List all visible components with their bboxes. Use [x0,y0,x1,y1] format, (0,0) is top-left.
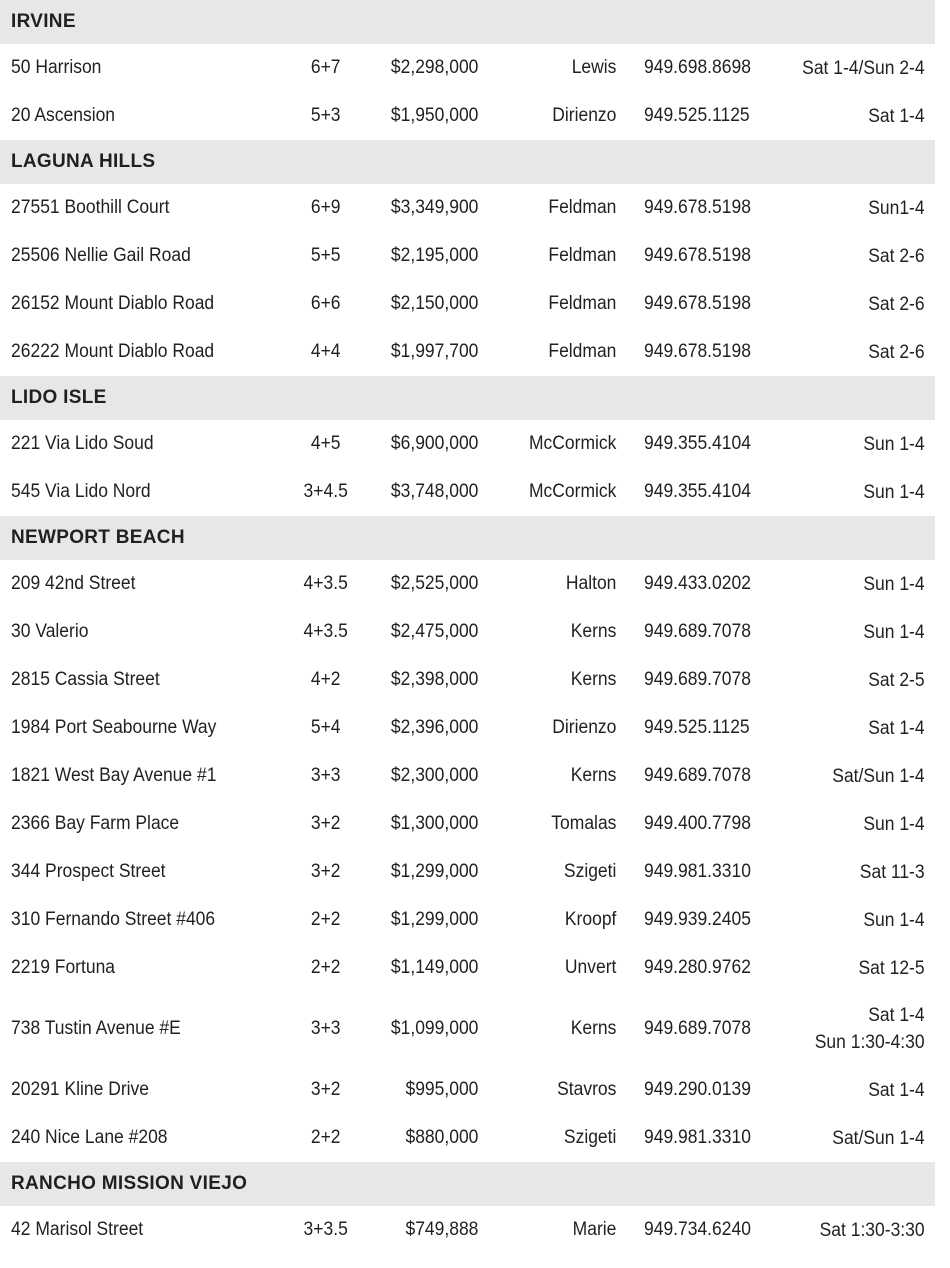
listing-agent: Dirienzo [552,717,617,738]
listing-phone: 949.698.8698 [644,57,751,78]
listing-agent: Marie [572,1219,617,1240]
listing-agent: Kerns [570,765,617,786]
listing-beds-baths: 4+4 [310,341,341,362]
listing-address: 240 Nice Lane #208 [11,1127,168,1148]
listing-address: 50 Harrison [11,57,102,78]
hours-line: Sat 2-5 [868,669,925,691]
listing-open-house-hours [863,800,924,848]
listing-phone: 949.355.4104 [644,433,751,454]
listing-beds-baths: 3+3 [310,1018,341,1039]
listing-agent: Unvert [564,957,617,978]
listing-phone: 949.678.5198 [644,245,751,266]
listing-row [0,992,935,1066]
hours-line: Sat/Sun 1-4 [832,1127,925,1149]
hours-line: Sat 2-6 [868,245,925,267]
listing-beds-baths: 3+2 [310,861,341,882]
listing-beds-baths: 2+2 [310,909,341,930]
listing-phone: 949.678.5198 [644,197,751,218]
listing-price: $880,000 [405,1127,479,1148]
listing-beds-baths: 3+4.5 [303,481,348,502]
hours-line: Sun 1-4 [863,621,925,643]
listing-row [0,280,935,328]
listing-row [0,752,935,800]
listing-open-house-hours [863,608,924,656]
listing-price: $2,398,000 [390,669,479,690]
hours-line: Sun 1-4 [863,433,925,455]
listing-price: $6,900,000 [390,433,479,454]
listing-phone: 949.525.1125 [644,717,750,738]
listing-price: $749,888 [405,1219,479,1240]
listing-beds-baths: 6+9 [310,197,341,218]
listing-address: 30 Valerio [11,621,89,642]
listing-phone: 949.689.7078 [644,765,751,786]
listing-beds-baths: 4+2 [310,669,341,690]
listing-phone: 949.734.6240 [644,1219,751,1240]
listing-beds-baths: 5+5 [310,245,341,266]
listing-price: $2,475,000 [390,621,479,642]
listing-agent: Tomalas [551,813,617,834]
listing-phone: 949.981.3310 [644,1127,751,1148]
hours-line: Sun1-4 [868,197,925,219]
listing-address: 27551 Boothill Court [11,197,170,218]
listing-address: 2815 Cassia Street [11,669,160,690]
listing-agent: Lewis [571,57,617,78]
listing-phone: 949.290.0139 [644,1079,751,1100]
listing-agent: Kroopf [564,909,617,930]
listing-row [0,420,935,468]
listing-address: 26222 Mount Diablo Road [11,341,215,362]
hours-line: Sat 1-4 [868,717,925,739]
hours-line: Sat 2-6 [868,341,925,363]
listing-row [0,1114,935,1162]
listing-agent: Feldman [548,245,617,266]
listing-beds-baths: 6+7 [310,57,341,78]
listing-address: 221 Via Lido Soud [11,433,154,454]
listing-price: $2,195,000 [390,245,479,266]
listing-open-house-hours [868,92,924,140]
listing-open-house-hours [868,280,924,328]
listing-price: $995,000 [405,1079,479,1100]
listing-open-house-hours [859,944,925,992]
listing-address: 310 Fernando Street #406 [11,909,216,930]
listing-address: 209 42nd Street [11,573,136,594]
listing-open-house-hours [868,184,924,232]
listing-phone: 949.678.5198 [644,341,751,362]
listing-price: $1,300,000 [390,813,479,834]
listing-address: 25506 Nellie Gail Road [11,245,191,266]
listing-agent: McCormick [529,481,617,502]
listing-phone: 949.280.9762 [644,957,751,978]
hours-line: Sun 1-4 [863,573,925,595]
hours-line: Sat 1-4/Sun 2-4 [802,57,925,79]
listing-phone: 949.689.7078 [644,1018,751,1039]
listing-address: 2366 Bay Farm Place [11,813,180,834]
hours-line: Sat 2-6 [868,293,925,315]
section-header-laguna-hills: LAGUNA HILLS [0,140,935,184]
listing-address: 1821 West Bay Avenue #1 [11,765,217,786]
hours-line: Sun 1-4 [863,909,925,931]
hours-line: Sat 1:30-3:30 [819,1219,925,1241]
hours-line: Sat 1-4 [868,105,925,127]
listing-address: 2219 Fortuna [11,957,116,978]
listing-agent: Dirienzo [552,105,617,126]
listing-row [0,92,935,140]
listing-row [0,328,935,376]
listing-agent: Szigeti [563,1127,617,1148]
listing-row [0,704,935,752]
listing-phone: 949.939.2405 [644,909,751,930]
listing-address: 20291 Kline Drive [11,1079,150,1100]
listing-phone: 949.689.7078 [644,669,751,690]
listing-address: 738 Tustin Avenue #E [11,1018,181,1039]
listing-agent: Kerns [570,1018,617,1039]
listing-price: $2,396,000 [390,717,479,738]
listing-agent: Kerns [570,669,617,690]
listing-phone: 949.400.7798 [644,813,751,834]
section-header-irvine: IRVINE [0,0,935,44]
listing-open-house-hours [802,44,924,92]
listing-row [0,1066,935,1114]
hours-line: Sat 1-4 [868,1079,925,1101]
section-header-rancho-mission-viejo: RANCHO MISSION VIEJO [0,1162,935,1206]
listing-beds-baths: 5+3 [310,105,341,126]
listing-agent: Feldman [548,197,617,218]
listing-agent: Halton [565,573,617,594]
listing-price: $1,299,000 [390,861,479,882]
listing-beds-baths: 4+5 [310,433,341,454]
listing-agent: Feldman [548,341,617,362]
listing-address: 42 Marisol Street [11,1219,144,1240]
section-header-newport-beach: NEWPORT BEACH [0,516,935,560]
listing-agent: Stavros [557,1079,617,1100]
listing-price: $2,150,000 [390,293,479,314]
listing-beds-baths: 3+2 [310,1079,341,1100]
listing-beds-baths: 4+3.5 [303,621,348,642]
listing-agent: Feldman [548,293,617,314]
hours-line: Sun 1:30-4:30 [814,1032,925,1053]
listing-row [0,1206,935,1254]
listing-row [0,184,935,232]
listing-beds-baths: 5+4 [310,717,341,738]
listing-phone: 949.689.7078 [644,621,751,642]
hours-line: Sun 1-4 [863,813,925,835]
listing-address: 20 Ascension [11,105,116,126]
listing-agent: Szigeti [563,861,617,882]
listing-address: 26152 Mount Diablo Road [11,293,215,314]
listing-beds-baths: 3+3 [310,765,341,786]
listing-price: $2,300,000 [390,765,479,786]
listing-agent: Kerns [570,621,617,642]
listing-row [0,848,935,896]
listing-open-house-hours [868,656,924,704]
listing-price: $1,950,000 [390,105,479,126]
listing-row [0,656,935,704]
listing-phone: 949.981.3310 [644,861,751,882]
listing-open-house-hours [832,752,924,800]
listing-open-house-hours [863,468,924,516]
listing-open-house-hours [863,560,924,608]
hours-line: Sat 1-4 [868,1005,925,1026]
hours-line: Sat 12-5 [858,957,925,979]
listing-beds-baths: 2+2 [310,957,341,978]
listing-price: $3,748,000 [390,481,479,502]
listing-beds-baths: 3+3.5 [303,1219,348,1240]
listing-open-house-hours [832,1114,924,1162]
listing-row [0,800,935,848]
listing-phone: 949.525.1125 [644,105,750,126]
listing-row [0,232,935,280]
listing-row [0,944,935,992]
listing-beds-baths: 4+3.5 [303,573,348,594]
listing-price: $1,997,700 [390,341,479,362]
listing-open-house-hours [868,232,924,280]
listing-address: 344 Prospect Street [11,861,166,882]
listing-price: $3,349,900 [390,197,479,218]
hours-line: Sat/Sun 1-4 [832,765,925,787]
listing-open-house-hours [820,1206,925,1254]
listing-row [0,44,935,92]
listing-open-house-hours [868,1066,924,1114]
listing-price: $2,298,000 [390,57,479,78]
listing-address: 1984 Port Seabourne Way [11,717,217,738]
listing-open-house-hours [863,420,924,468]
listing-beds-baths: 6+6 [310,293,341,314]
listing-row [0,468,935,516]
hours-line: Sun 1-4 [863,481,925,503]
listing-row [0,560,935,608]
listing-agent: McCormick [529,433,617,454]
listing-price: $1,099,000 [390,1018,479,1039]
listing-open-house-hours [868,704,924,752]
listing-row [0,608,935,656]
hours-line: Sat 11-3 [859,861,925,883]
listing-price: $2,525,000 [390,573,479,594]
listing-phone: 949.355.4104 [644,481,751,502]
listing-row [0,896,935,944]
section-header-lido-isle: LIDO ISLE [0,376,935,420]
listing-beds-baths: 3+2 [310,813,341,834]
listing-phone: 949.433.0202 [644,573,751,594]
listing-open-house-hours [860,848,925,896]
listing-open-house-hours [868,328,924,376]
listing-open-house-hours [815,992,925,1066]
listing-open-house-hours [863,896,924,944]
listing-price: $1,299,000 [390,909,479,930]
listing-phone: 949.678.5198 [644,293,751,314]
listing-address: 545 Via Lido Nord [11,481,151,502]
listing-price: $1,149,000 [390,957,479,978]
listing-beds-baths: 2+2 [310,1127,341,1148]
